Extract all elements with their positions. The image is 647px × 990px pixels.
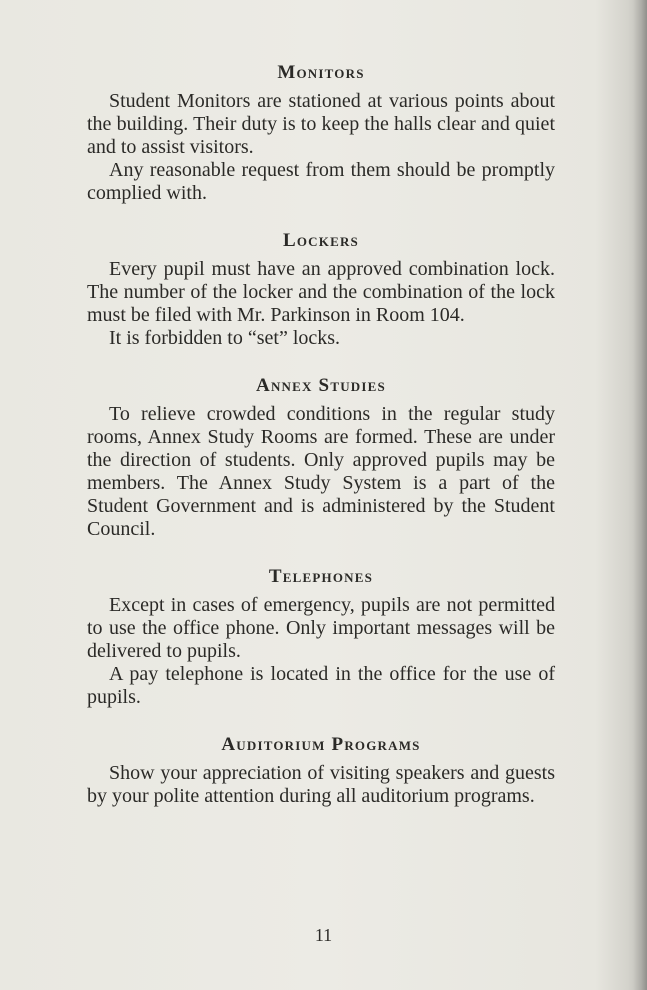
section-lockers [87,228,555,350]
section-telephones [87,564,555,709]
section-auditorium-programs [87,732,555,808]
paragraph: To relieve crowded conditions in the regular study rooms, Annex Study Rooms are formed. These are under the direction of students. Only approved pupils may be members. The Annex Study System is a part of the Student Government and is administered by the Student Council. [87,403,555,540]
paragraph: Every pupil must have an approved combination lock. The number of the locker and the combination of the lock must be filed with Mr. Parkinson in Room 104. [87,258,555,326]
page-edge-shadow [633,0,647,990]
section-heading: Annex Studies [256,375,386,396]
paragraph: It is forbidden to “set” locks. [109,327,341,349]
section-annex-studies [87,373,555,541]
section-heading: Monitors [277,62,365,83]
paragraph: A pay telephone is located in the office for the use of pupils. [87,663,555,708]
paragraph: Except in cases of emergency, pupils are not permitted to use the office phone. Only important messages will be delivered to pupils. [87,594,555,662]
section-heading: Lockers [283,230,359,251]
paragraph: Any reasonable request from them should be promptly complied with. [87,159,555,204]
section-heading: Telephones [268,566,374,587]
page-number: 11 [314,925,333,945]
paragraph: Show your appreciation of visiting speakers and guests by your polite attention during all auditorium programs. [87,762,555,807]
section-monitors [87,60,555,205]
paragraph: Student Monitors are stationed at various points about the building. Their duty is to keep the halls clear and quiet and to assist visitors. [87,90,555,158]
page-content [87,60,555,808]
section-heading: Auditorium Programs [221,734,421,755]
